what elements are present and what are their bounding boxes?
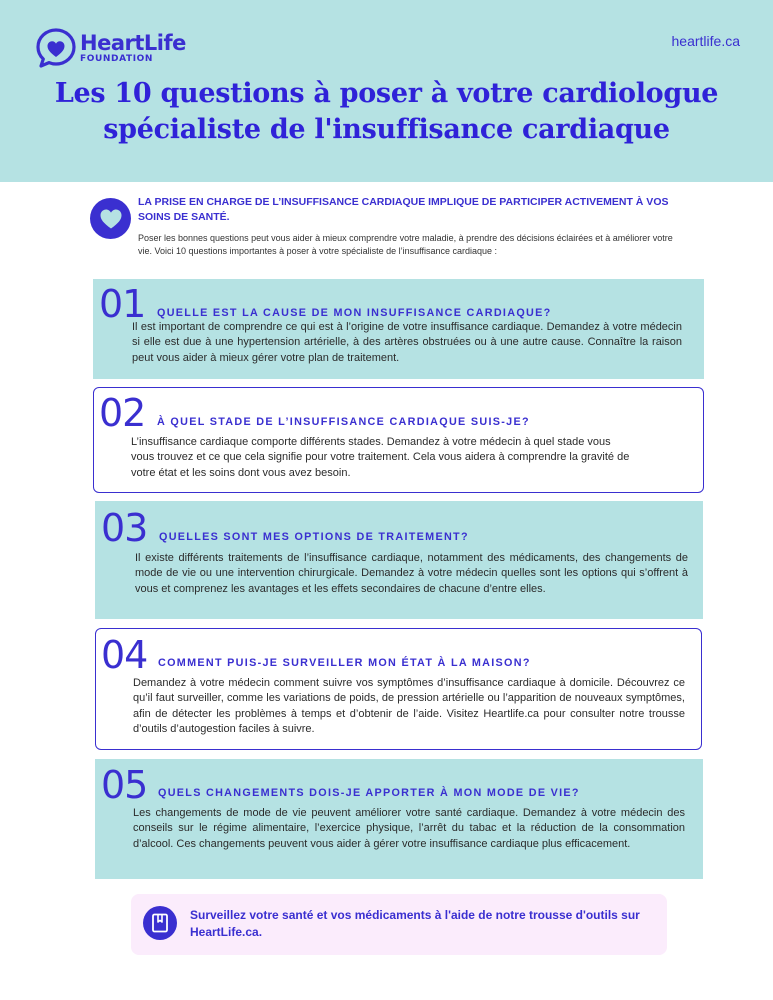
intro-heading: LA PRISE EN CHARGE DE L’INSUFFISANCE CARDIAQUE IMPLIQUE DE PARTICIPER ACTIVEMENT À VOS SOINS DE SANTÉ. [138, 196, 669, 223]
page-title-line-2: spécialiste de l'insuffisance cardiaque [103, 114, 670, 145]
question-answer: Demandez à votre médecin comment suivre vos symptômes d’insuffisance cardiaque à domicile. Découvrez ce qu’il faut surveiller, comme les variations de poids, de pression artérielle ou l’apparition de nouveaux symptômes, afin de détecter les problèmes à temps et d’obtenir de l’aide. Visitez Heartlife.ca pour consulter notre trousse d’outils d’autogestion faciles à suivre. [133, 677, 685, 736]
question-answer: Il existe différents traitements de l’insuffisance cardiaque, notamment des médicaments, des changements de mode de vie ou une intervention chirurgicale. Demandez à votre médecin quelles sont les options qui s’offrent à vous et comprenez les avantages et les effets secondaires de chacune d’entre elles. [135, 552, 688, 595]
heart-icon [90, 198, 131, 239]
intro-body: Poser les bonnes questions peut vous aider à mieux comprendre votre maladie, à prendre des décisions éclairées et à améliorer votre vie. Voici 10 questions importantes à poser à votre spécialiste de l’insuffisance cardiaque : [138, 233, 673, 256]
question-title: QUELS CHANGEMENTS DOIS-JE APPORTER À MON MODE DE VIE? [158, 787, 580, 799]
book-shape [151, 913, 169, 933]
heart-shape [99, 208, 123, 230]
page-title-line-1: Les 10 questions à poser à votre cardiologue [54, 78, 719, 109]
toolkit-callout-text: Surveillez votre santé et vos médicaments à l'aide de notre trousse d'outils sur HeartLife.ca. [190, 908, 640, 939]
question-number: 02 [99, 391, 146, 435]
question-title: COMMENT PUIS-JE SURVEILLER MON ÉTAT À LA MAISON? [158, 657, 531, 669]
question-number: 01 [99, 282, 146, 326]
logo-name: HeartLife [80, 30, 186, 55]
question-title: QUELLES SONT MES OPTIONS DE TRAITEMENT? [159, 531, 469, 543]
question-number: 03 [101, 506, 148, 550]
page-title [0, 76, 773, 148]
site-url-link[interactable]: heartlife.ca [671, 33, 740, 49]
question-card-03 [95, 501, 703, 619]
question-card-02 [93, 387, 704, 493]
question-card-04 [95, 628, 702, 750]
question-title: QUELLE EST LA CAUSE DE MON INSUFFISANCE CARDIAQUE? [157, 307, 552, 319]
bookmark-book-icon [143, 906, 177, 940]
question-answer: Il est important de comprendre ce qui est à l’origine de votre insuffisance cardiaque. Demandez à votre médecin si elle est due à une hypertension artérielle, à des artères obstruées ou à une autre cause. Connaître la raison peut vous aider à mieux gérer votre plan de traitement. [132, 321, 682, 364]
question-answer: L’insuffisance cardiaque comporte différents stades. Demandez à votre médecin à quel stade vous vous trouvez et ce que cela signifie pour votre traitement. Cela vous aidera à comprendre la gravité de votre état et les soins dont vous avez besoin. [131, 436, 630, 479]
question-card-01 [93, 279, 704, 379]
heart-chat-icon [36, 28, 76, 68]
question-answer: Les changements de mode de vie peuvent améliorer votre santé cardiaque. Demandez à votre médecin des conseils sur le régime alimentaire, l’exercice physique, l’arrêt du tabac et la réduction de la consommation d’alcool. Ces changements peuvent vous aider à gérer votre insuffisance cardiaque plus efficacement. [133, 807, 685, 850]
toolkit-callout[interactable] [131, 894, 667, 955]
question-card-05 [95, 759, 703, 879]
question-number: 05 [101, 763, 148, 807]
logo-subtitle: FOUNDATION [80, 53, 154, 64]
question-number: 04 [101, 633, 148, 677]
page-header [0, 0, 773, 182]
heartlife-logo[interactable] [36, 28, 186, 68]
question-title: À QUEL STADE DE L’INSUFFISANCE CARDIAQUE SUIS-JE? [157, 416, 530, 428]
